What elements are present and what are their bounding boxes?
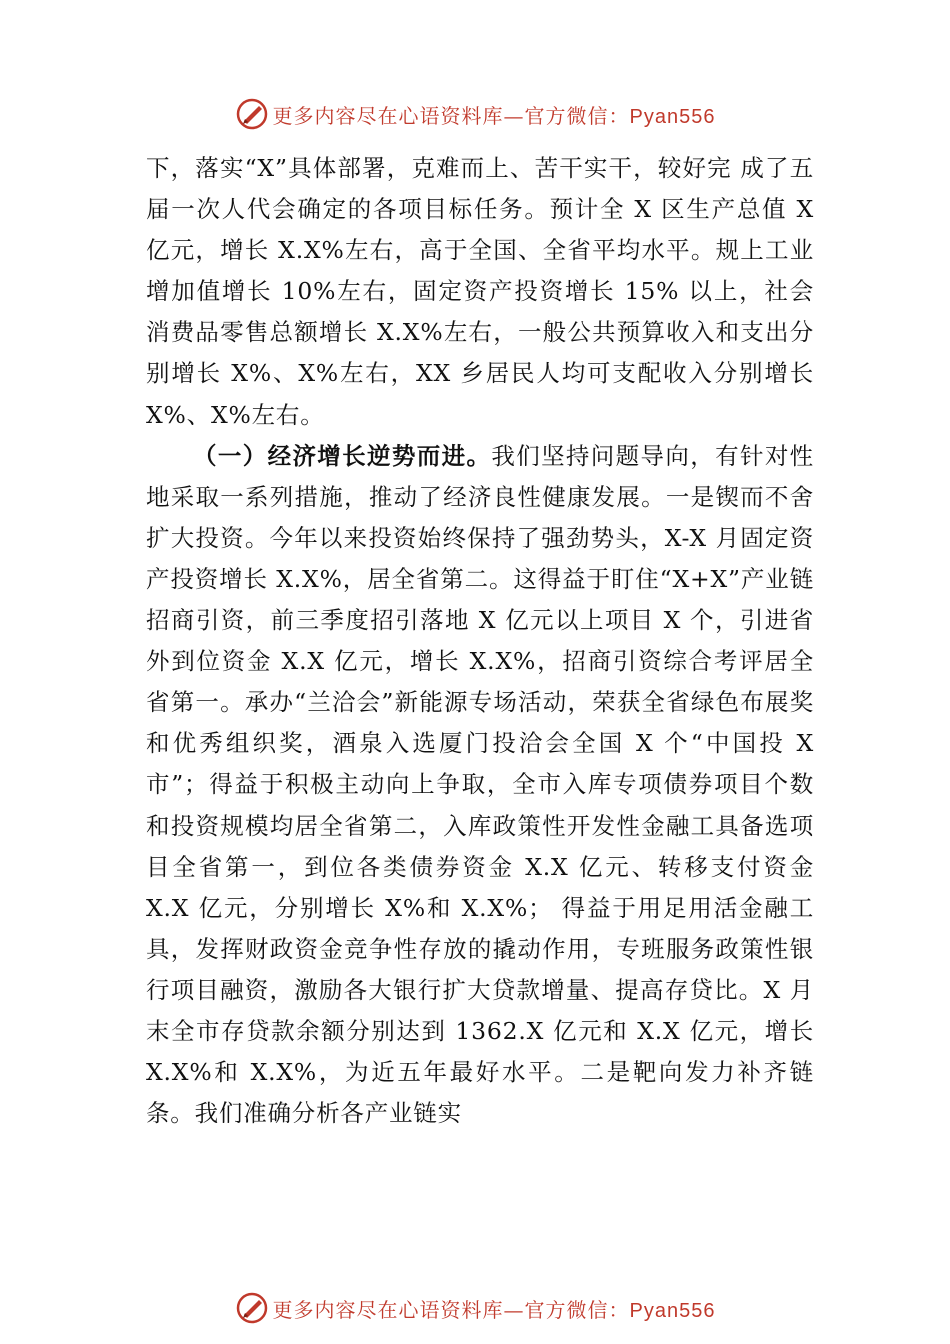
banner-text: 更多内容尽在心语资料库—官方微信：Pyan556	[272, 103, 716, 128]
document-body	[146, 148, 814, 1134]
banner-text: 更多内容尽在心语资料库—官方微信：Pyan556	[272, 1297, 716, 1322]
wechat-id: Pyan556	[629, 1299, 716, 1322]
section-heading: （一）经济增长逆势而进。	[193, 441, 492, 470]
paragraph-1: 下，落实“X”具体部署，克难而上、苦干实干，较好完 成了五届一次人代会确定的各项目标任务。预计全 X 区生产总值 X 亿元，增长 X.X%左右，高于全国、全省平均水平。规上工业增加值增长 10%左右，固定资产投资增长 15% 以上，社会消费品零售总额增长 X.X%左右，一般公共预算收入和支出分别增长 X%、X%左右，XX 乡居民人均可支配收入分别增长 X%、X%左右。	[146, 154, 814, 429]
paragraph-2	[146, 436, 814, 1135]
paragraph-2-body: 我们坚持问题导向，有针对性地采取一系列措施，推动了经济良性健康发展。一是锲而不舍扩大投资。今年以来投资始终保持了强劲势头，X-X 月固定资产投资增长 X.X%，居全省第二。这得益于盯住“X+X”产业链招商引资，前三季度招引落地 X 亿元以上项目 X 个，引进省外到位资金 X.X 亿元，增长 X.X%，招商引资综合考评居全省第一。承办“兰洽会”新能源专场活动，荣获全省绿色布展奖和优秀组织奖，酒泉入选厦门投洽会全国 X 个“中国投 X 市”；得益于积极主动向上争取，全市入库专项债券项目个数和投资规模均居全省第二，入库政策性开发性金融工具备选项目全省第一，到位各类债券资金 X.X 亿元、转移支付资金 X.X 亿元，分别增长 X%和 X.X%； 得益于用足用活金融工具，发挥财政资金竞争性存放的撬动作用，专班服务政策性银行项目融资，激励各大银行扩大贷款增量、提高存贷比。X 月末全市存贷款余额分别达到 1362.X 亿元和 X.X 亿元，增长 X.X%和 X.X%，为近五年最好水平。二是靶向发力补齐链条。我们准确分析各产业链实	[146, 441, 814, 1128]
header-watermark-banner	[0, 94, 950, 134]
pen-seal-logo-icon	[235, 97, 269, 131]
footer-watermark-banner	[0, 1288, 950, 1328]
wechat-id: Pyan556	[629, 105, 716, 128]
pen-seal-logo-icon	[235, 1291, 269, 1325]
